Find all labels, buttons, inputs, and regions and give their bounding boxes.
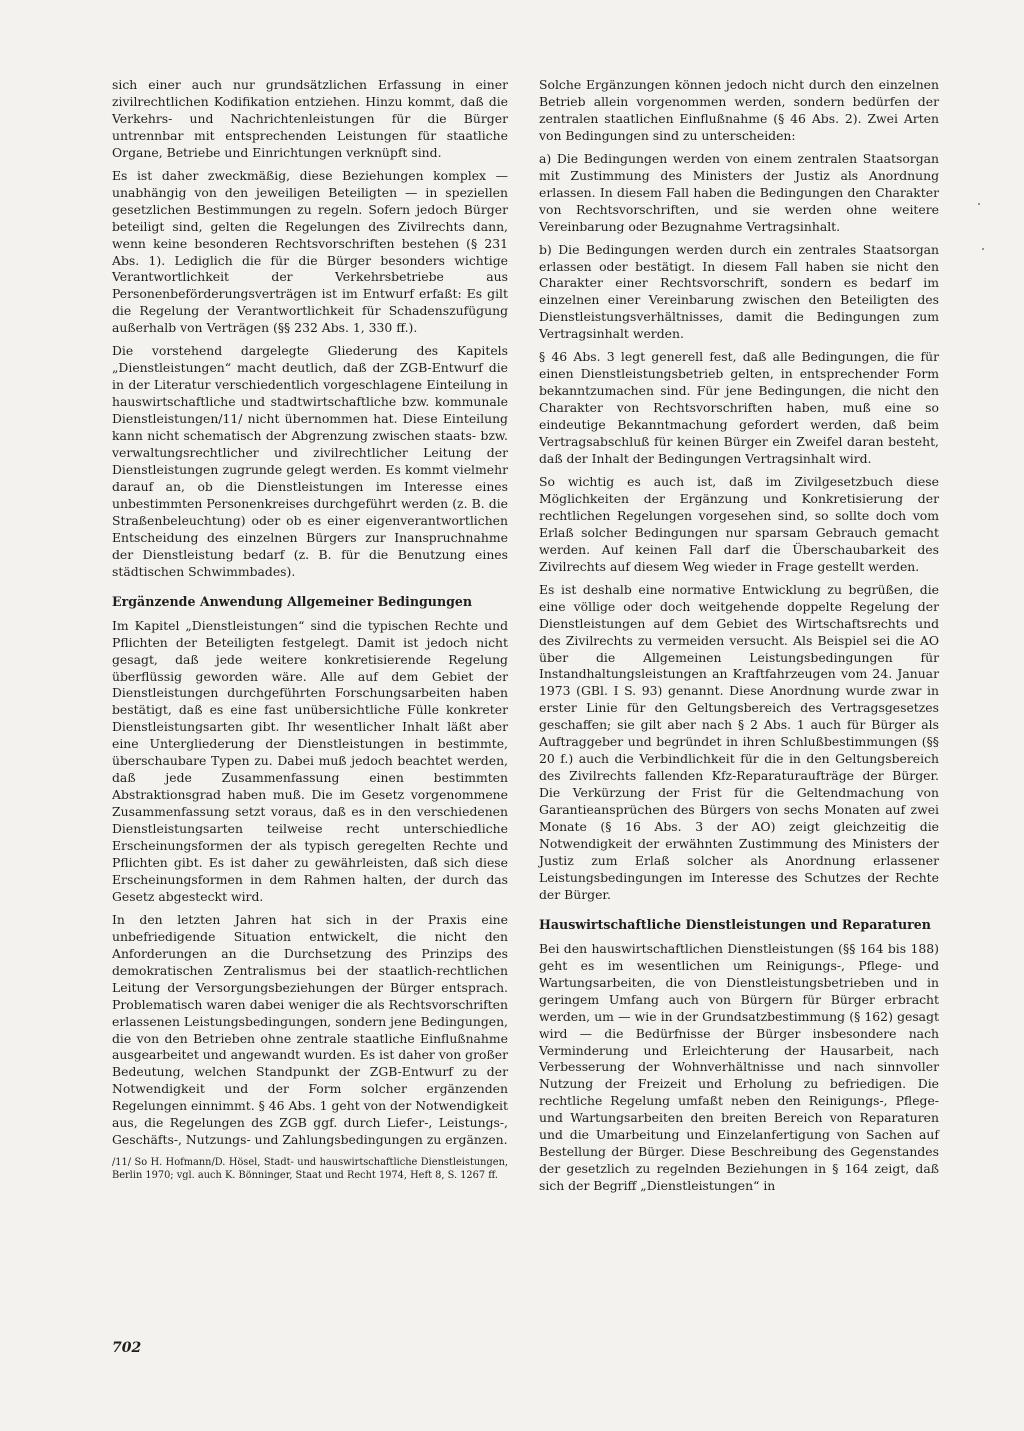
- paragraph: Solche Ergänzungen können jedoch nicht durch den einzelnen Betrieb allein vorgenommen werden, sondern bedürfen der zentralen staatlichen Einflußnahme (§ 46 Abs. 2). Zwei Arten von Bedingungen sind zu unterscheiden:: [539, 77, 939, 143]
- paragraph: a) Die Bedingungen werden von einem zentralen Staatsorgan mit Zustimmung des Ministers der Justiz als Anordnung erlassen. In diesem Fall haben die Bedingungen den Charakter von Rechtsvorschriften, und sie werden ohne weitere Vereinbarung oder Bezugnahme Vertragsinhalt.: [539, 150, 939, 234]
- paragraph: sich einer auch nur grundsätzlichen Erfassung in einer zivilrechtlichen Kodifikation entziehen. Hinzu kommt, daß die Verkehrs- und Nachrichtenleistungen für die Bürger untrennbar mit entsprechenden Leistungen für staatliche Organe, Betriebe und Einrichtungen verknüpft sind.: [112, 77, 508, 160]
- page-number: 702: [112, 1340, 142, 1356]
- right-column: [539, 77, 939, 1201]
- section-heading: Hauswirtschaftliche Dienstleistungen und Reparaturen: [539, 916, 931, 932]
- paragraph: So wichtig es auch ist, daß im Zivilgesetzbuch diese Möglichkeiten der Ergänzung und Konkretisierung der rechtlichen Regelungen vorgesehen sind, so sollte doch vom Erlaß solcher Bedingungen nur sparsam Gebrauch gemacht werden. Auf keinen Fall darf die Überschaubarkeit des Zivilrechts auf diesem Weg wieder in Frage gestellt werden.: [539, 473, 939, 574]
- paragraph: b) Die Bedingungen werden durch ein zentrales Staatsorgan erlassen oder bestätigt. In diesem Fall haben sie nicht den Charakter einer Rechtsvorschrift, sondern es bedarf im einzelnen einer Vereinbarung zwischen den Beteiligten des Dienstleistungsverhältnisses, damit die Bedingungen zum Vertragsinhalt werden.: [539, 241, 939, 342]
- section-heading: Ergänzende Anwendung Allgemeiner Bedingungen: [112, 593, 473, 609]
- paragraph: Es ist daher zweckmäßig, diese Beziehungen komplex — unabhängig von den jeweiligen Beteiligten — in speziellen gesetzlichen Bestimmungen zu regeln. Sofern jedoch Bürger beteiligt sind, gelten die Regelungen des Zivilrechts dann, wenn keine besonderen Rechtsvorschriften bestehen (§ 231 Abs. 1). Lediglich die für die Bürger besonders wichtige Verantwortlichkeit der Verkehrsbetriebe aus Personenbeförderungsverträgen ist im Entwurf erfaßt: Es gilt die Regelung der Verantwortlichkeit für Schadenszufügung außerhalb von Verträgen (§§ 232 Abs. 1, 330 ff.).: [112, 167, 508, 336]
- paragraph: Die vorstehend dargelegte Gliederung des Kapitels „Dienstleistungen“ macht deutlich, daß der ZGB-Entwurf die in der Literatur verschiedentlich vorgeschlagene Einteilung in hauswirtschaftliche und stadtwirtschaftliche bzw. kommunale Dienstleistungen/11/ nicht übernommen hat. Diese Einteilung kann nicht schematisch der Abgrenzung zwischen staats- bzw. verwaltungsrechtlicher und zivilrechtlicher Leitung der Dienstleistungen zugrunde gelegt werden. Es kommt vielmehr darauf an, ob die Dienstleistungen im Interesse eines unbestimmten Personenkreises durchgeführt werden (z. B. die Straßenbeleuchtung) oder ob es einer eigenverantwortlichen Entscheidung des einzelnen Bürgers zur Inanspruchnahme der Dienstleistung bedarf (z. B. für die Benutzung eines städtischen Schwimmbades).: [112, 343, 508, 579]
- paragraph: Im Kapitel „Dienstleistungen“ sind die typischen Rechte und Pflichten der Beteiligten festgelegt. Damit ist jedoch nicht gesagt, daß jede weitere konkretisierende Regelung überflüssig geworden wäre. Alle auf dem Gebiet der Dienstleistungen durchgeführten Forschungsarbeiten haben bestätigt, daß es eine fast unübersichtliche Fülle konkreter Dienstleistungsarten gibt. Ihr wesentlicher Inhalt läßt aber eine Untergliederung der Dienstleistungen in bestimmte, überschaubare Typen zu. Dabei muß jedoch beachtet werden, daß jede Zusammenfassung einen bestimmten Abstraktionsgrad haben muß. Die im Gesetz vorgenommene Zusammenfassung setzt voraus, daß es in den verschiedenen Dienstleistungsarten teilweise recht unterschiedliche Erscheinungsformen der als typisch geregelten Rechte und Pflichten gibt. Es ist daher zu gewährleisten, daß sich diese Erscheinungsformen in dem Rahmen halten, der durch das Gesetz abgesteckt wird.: [112, 617, 508, 904]
- scan-speck: [978, 203, 980, 205]
- footnote: /11/ So H. Hofmann/D. Hösel, Stadt- und hauswirtschaftliche Dienstleistungen, Berlin 1970; vgl. auch K. Bönninger, Staat und Recht 1974, Heft 8, S. 1267 ff.: [112, 1157, 508, 1181]
- paragraph: Es ist deshalb eine normative Entwicklung zu begrüßen, die eine völlige oder doch weitgehende doppelte Regelung der Dienstleistungen auf dem Gebiet des Wirtschaftsrechts und des Zivilrechts zu vermeiden versucht. Als Beispiel sei die AO über die Allgemeinen Leistungsbedingungen für Instandhaltungsleistungen an Kraftfahrzeugen vom 24. Januar 1973 (GBl. I S. 93) genannt. Diese Anordnung wurde zwar in erster Linie für den Geltungsbereich des Vertragsgesetzes geschaffen; sie gilt aber nach § 2 Abs. 1 auch für Bürger als Auftraggeber und begründet in ihren Schlußbestimmungen (§§ 20 f.) auch die Verbindlichkeit für die in den Geltungsbereich des Zivilrechts fallenden Kfz-Reparaturaufträge der Bürger. Die Verkürzung der Frist für die Geltendmachung von Garantieansprüchen des Bürgers von sechs Monaten auf zwei Monate (§ 16 Abs. 3 der AO) zeigt gleichzeitig die Notwendigkeit der erwähnten Zustimmung des Ministers der Justiz zum Erlaß solcher als Anordnung erlassener Leistungsbedingungen im Interesse des Schutzes der Rechte der Bürger.: [539, 581, 939, 902]
- scan-speck: [982, 248, 984, 250]
- paragraph: Bei den hauswirtschaftlichen Dienstleistungen (§§ 164 bis 188) geht es im wesentlichen um Reinigungs-, Pflege- und Wartungsarbeiten, die von Dienstleistungsbetrieben und in geringem Umfang auch von Bürgern für Bürger erbracht werden, um — wie in der Grundsatzbestimmung (§ 162) gesagt wird — die Bedürfnisse der Bürger insbesondere nach Verminderung und Erleichterung der Hausarbeit, nach Verbesserung der Wohnverhältnisse und nach sinnvoller Nutzung der Freizeit und Erholung zu befriedigen. Die rechtliche Regelung umfaßt neben den Reinigungs-, Pflege- und Wartungsarbeiten den breiten Bereich von Reparaturen und die Umarbeitung und Einzelanfertigung von Sachen auf Bestellung der Bürger. Diese Beschreibung des Gegenstandes der gesetzlich zu regelnden Beziehungen in § 164 zeigt, daß sich der Begriff „Dienstleistungen“ in: [539, 940, 939, 1194]
- paragraph: § 46 Abs. 3 legt generell fest, daß alle Bedingungen, die für einen Dienstleistungsbetrieb gelten, in entsprechender Form bekanntzumachen sind. Für jene Bedingungen, die nicht den Charakter von Rechtsvorschriften haben, muß eine so eindeutige Bekanntmachung gefordert werden, daß beim Vertragsabschluß für keinen Bürger ein Zweifel daran besteht, daß der Inhalt der Bedingungen Vertragsinhalt wird.: [539, 349, 939, 467]
- paragraph: In den letzten Jahren hat sich in der Praxis eine unbefriedigende Situation entwickelt, die nicht den Anforderungen an die Durchsetzung des Prinzips des demokratischen Zentralismus bei der staatlich-rechtlichen Leitung der Versorgungsbeziehungen der Bürger entsprach. Problematisch waren dabei weniger die als Rechtsvorschriften erlassenen Leistungsbedingungen, sondern jene Bedingungen, die von den Betrieben ohne zentrale staatliche Einflußnahme ausgearbeitet und angewandt wurden. Es ist daher von großer Bedeutung, welchen Standpunkt der ZGB-Entwurf zu der Notwendigkeit und der Form solcher ergänzenden Regelungen einnimmt. § 46 Abs. 1 geht von der Notwendigkeit aus, die Regelungen des ZGB ggf. durch Liefer-, Leistungs-, Geschäfts-, Nutzungs- und Zahlungsbedingungen zu ergänzen.: [112, 911, 508, 1148]
- left-column: [112, 77, 508, 1182]
